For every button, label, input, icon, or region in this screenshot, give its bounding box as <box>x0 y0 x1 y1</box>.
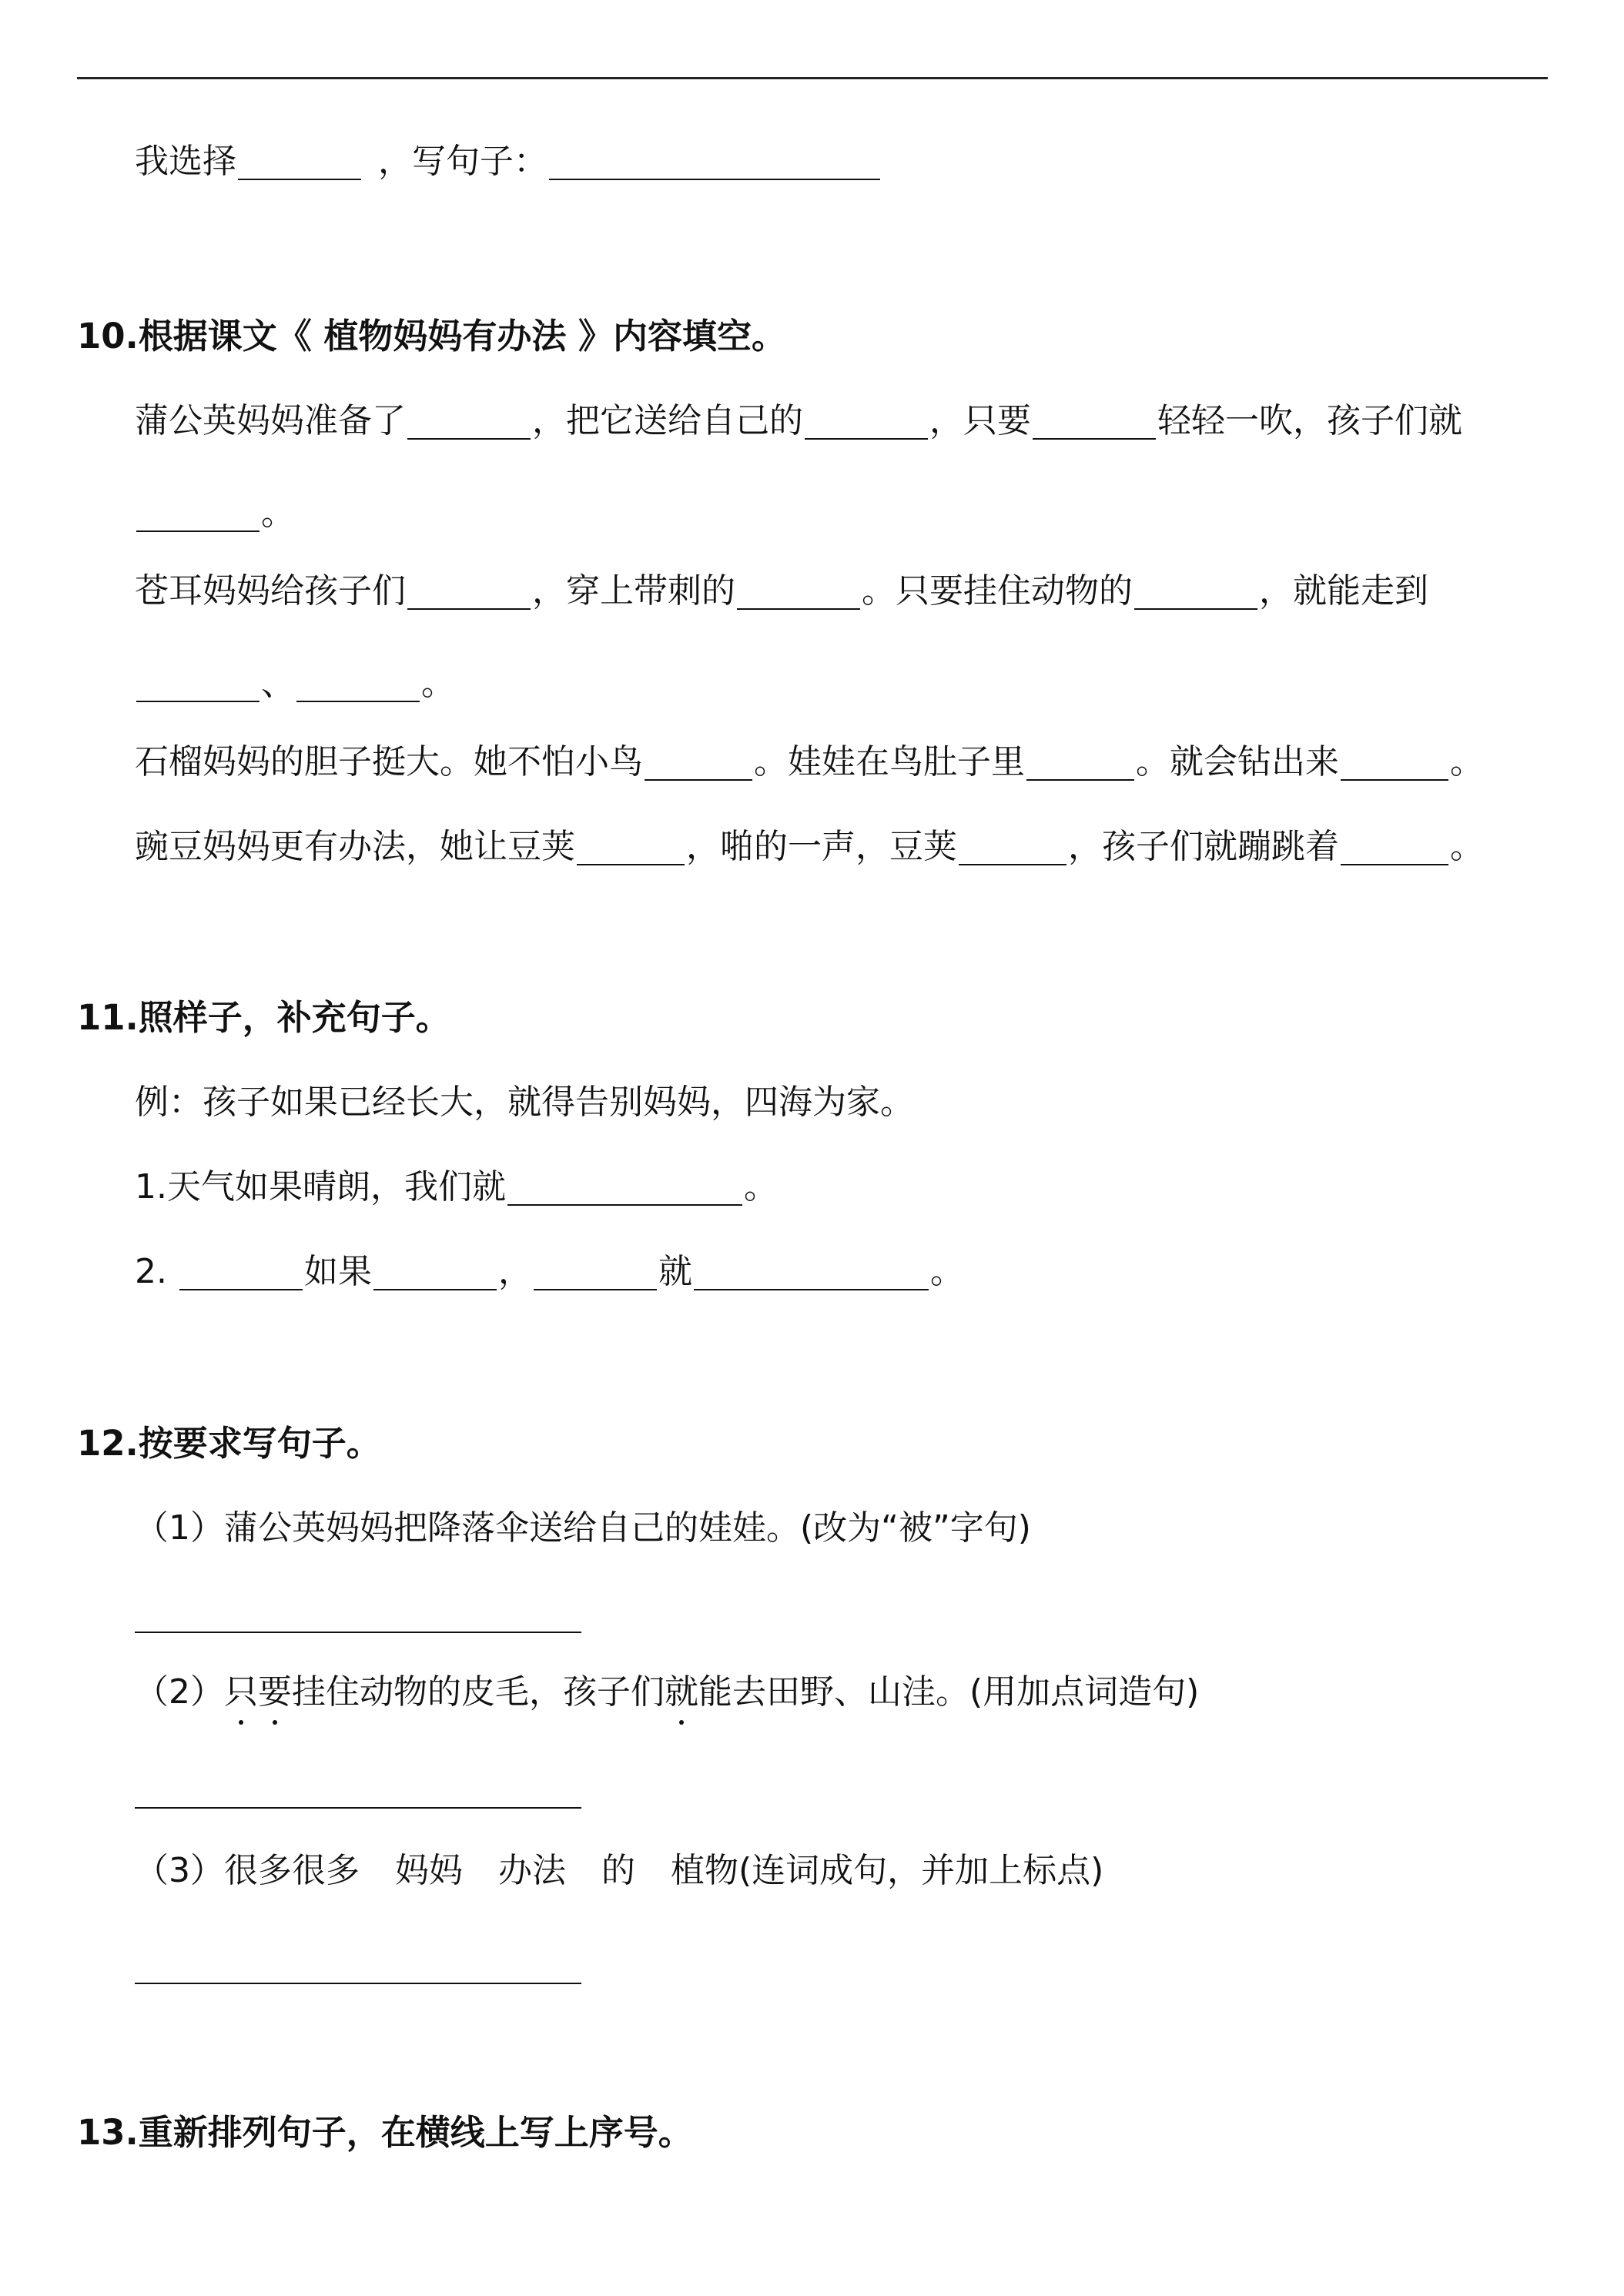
q10-text: 。娃娃在鸟肚子里 <box>754 742 1025 782</box>
q12-item2 <box>135 1669 1199 1715</box>
q10-text: ，就能走到 <box>1259 571 1428 611</box>
q11-text: 2. <box>135 1252 178 1291</box>
q10-text: 豌豆妈妈更有办法，她让豆荚 <box>135 827 575 866</box>
q12-word: 办法 <box>498 1851 566 1890</box>
q10-text: ，穿上带刺的 <box>532 571 735 611</box>
choose-label: 我选择 <box>135 142 236 181</box>
q13-title: 13.重新排列句子，在横线上写上序号。 <box>77 2112 693 2153</box>
q10-text: 轻轻一吹，孩子们就 <box>1157 401 1462 440</box>
q10-dandelion-line1 <box>135 398 1462 444</box>
q12-word: 植物(连词成句，并加上标点) <box>671 1851 1104 1890</box>
emphasis-dot-word: 要 <box>258 1669 292 1715</box>
q12-text: （3） <box>135 1851 224 1890</box>
choose-word-blank[interactable] <box>238 145 361 180</box>
q10-blank[interactable] <box>805 404 928 440</box>
q10-blank[interactable] <box>577 830 685 865</box>
q12-answer-line-1[interactable] <box>135 1632 581 1633</box>
q11-text: 如果 <box>303 1252 372 1291</box>
q10-text: 。 <box>1450 827 1484 866</box>
q10-blank[interactable] <box>407 404 531 440</box>
q11-blank[interactable] <box>694 1255 929 1290</box>
q10-blank[interactable] <box>645 745 752 781</box>
q12-text: （2） <box>135 1672 224 1712</box>
q10-pomegranate-line <box>135 739 1484 785</box>
header-rule <box>77 77 1548 79</box>
q10-text: 。 <box>421 664 455 703</box>
q12-word: 的 <box>601 1851 635 1890</box>
q10-pea-line <box>135 824 1484 870</box>
q12-item1-text: （1）蒲公英妈妈把降落伞送给自己的娃娃。(改为“被”字句) <box>135 1508 1031 1548</box>
q11-blank[interactable] <box>507 1170 742 1206</box>
q11-text: ， <box>497 1252 532 1291</box>
q12-item3 <box>135 1848 1103 1894</box>
q10-blank[interactable] <box>1026 745 1134 781</box>
q12-word: 妈妈 <box>395 1851 463 1890</box>
q10-text: ，孩子们就蹦跳着 <box>1068 827 1339 866</box>
q10-text: ，把它送给自己的 <box>532 401 803 440</box>
q12-text: 挂住动物的皮毛，孩子们 <box>292 1672 665 1712</box>
q10-blank[interactable] <box>1341 830 1448 865</box>
q10-text: 。 <box>1450 742 1484 782</box>
q11-example-text: 例：孩子如果已经长大，就得告别妈妈，四海为家。 <box>135 1083 914 1122</box>
q10-blank[interactable] <box>296 667 420 702</box>
q10-blank[interactable] <box>737 574 860 610</box>
q11-blank[interactable] <box>534 1255 657 1290</box>
q11-item2 <box>135 1249 964 1295</box>
q10-text: 。 <box>261 494 295 533</box>
q10-cocklebur-line2 <box>135 661 455 707</box>
q12-text: 能去田野、山洼。(用加点词造句) <box>698 1672 1200 1712</box>
q11-text: 。 <box>929 1252 964 1291</box>
q10-blank[interactable] <box>1033 404 1156 440</box>
q10-text: 。就会钻出来 <box>1136 742 1339 782</box>
q11-blank[interactable] <box>373 1255 497 1290</box>
choose-word-line <box>135 139 882 185</box>
q11-item1 <box>135 1164 778 1210</box>
q10-blank[interactable] <box>959 830 1066 865</box>
write-sentence-blank[interactable] <box>549 145 880 180</box>
emphasis-dot-word: 就 <box>665 1669 698 1715</box>
q10-cocklebur-line1 <box>135 568 1428 614</box>
q10-blank[interactable] <box>407 574 531 610</box>
q12-answer-line-3[interactable] <box>135 1983 581 1984</box>
q10-blank[interactable] <box>1134 574 1257 610</box>
q12-title: 12.按要求写句子。 <box>77 1423 381 1464</box>
q10-text: ，只要 <box>929 401 1031 440</box>
q12-word: 很多很多 <box>224 1851 360 1890</box>
q11-blank[interactable] <box>179 1255 303 1290</box>
q10-text: 、 <box>261 664 295 703</box>
q10-text: 。只要挂住动物的 <box>862 571 1133 611</box>
q10-title: 10.根据课文《 植物妈妈有办法 》内容填空。 <box>77 316 787 356</box>
q12-answer-line-2[interactable] <box>135 1807 581 1809</box>
q11-title: 11.照样子，补充句子。 <box>77 997 450 1038</box>
q12-item1 <box>135 1505 1031 1551</box>
q10-text: 苍耳妈妈给孩子们 <box>135 571 406 611</box>
q11-text: 就 <box>658 1252 692 1291</box>
q10-text: 蒲公英妈妈准备了 <box>135 401 406 440</box>
q10-blank[interactable] <box>136 667 260 702</box>
q10-text: 石榴妈妈的胆子挺大。她不怕小鸟 <box>135 742 643 782</box>
q10-text: ，啪的一声，豆荚 <box>686 827 957 866</box>
q10-dandelion-line2 <box>135 490 295 537</box>
q11-text: 1.天气如果晴朗，我们就 <box>135 1167 506 1207</box>
q11-example <box>135 1079 914 1126</box>
emphasis-dot-word: 只 <box>224 1669 258 1715</box>
q10-blank[interactable] <box>136 497 260 532</box>
q10-blank[interactable] <box>1341 745 1448 781</box>
q11-text: 。 <box>743 1167 778 1207</box>
write-sentence-label: ，写句子： <box>378 142 547 181</box>
